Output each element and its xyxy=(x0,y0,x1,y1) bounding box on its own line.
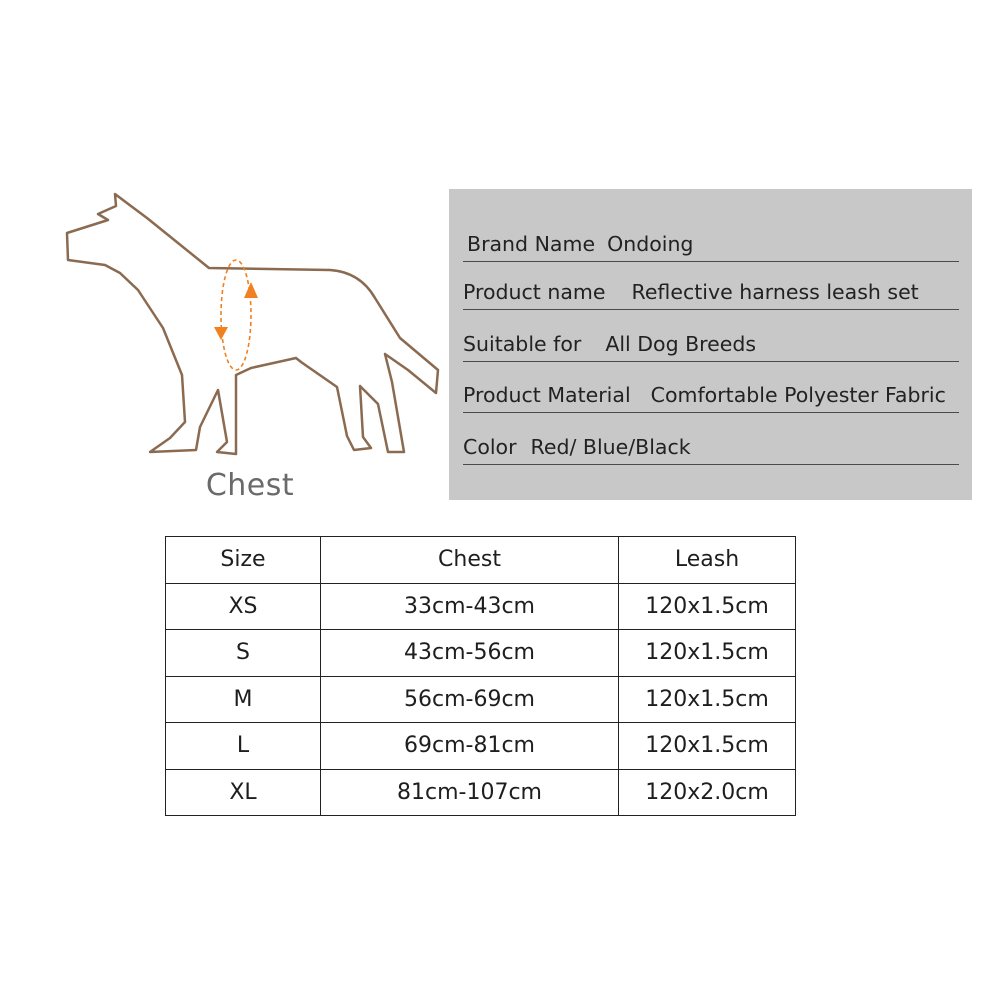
table-row xyxy=(166,583,796,630)
leash-cell: 120x1.5cm xyxy=(619,630,796,677)
leash-cell: 120x1.5cm xyxy=(619,583,796,630)
spec-row-material xyxy=(463,378,959,413)
spec-row-color xyxy=(463,430,959,465)
spec-row-product-name xyxy=(463,275,959,310)
size-cell: XL xyxy=(166,769,321,816)
spec-label: Brand Name xyxy=(467,232,596,256)
size-cell: S xyxy=(166,630,321,677)
dog-chest-illustration xyxy=(60,190,450,465)
spec-value: Comfortable Polyester Fabric xyxy=(650,383,946,407)
spec-row-brand xyxy=(463,227,959,262)
column-header-leash: Leash xyxy=(619,537,796,584)
chest-cell: 43cm-56cm xyxy=(321,630,619,677)
size-cell: M xyxy=(166,676,321,723)
chest-caption: Chest xyxy=(205,468,295,503)
leash-cell: 120x1.5cm xyxy=(619,723,796,770)
table-row xyxy=(166,676,796,723)
spec-value: Reflective harness leash set xyxy=(631,280,919,304)
chest-cell: 81cm-107cm xyxy=(321,769,619,816)
dog-outline-icon xyxy=(60,190,450,465)
column-header-size: Size xyxy=(166,537,321,584)
leash-cell: 120x2.0cm xyxy=(619,769,796,816)
leash-cell: 120x1.5cm xyxy=(619,676,796,723)
size-cell: L xyxy=(166,723,321,770)
spec-value: Red/ Blue/Black xyxy=(530,435,691,459)
spec-label: Product Material xyxy=(463,383,631,407)
spec-panel xyxy=(449,189,972,500)
spec-value: Ondoing xyxy=(607,232,694,256)
table-row xyxy=(166,723,796,770)
spec-label: Suitable for xyxy=(463,332,582,356)
column-header-chest: Chest xyxy=(321,537,619,584)
spec-label: Product name xyxy=(463,280,606,304)
spec-row-suitable-for xyxy=(463,327,959,362)
table-row xyxy=(166,630,796,677)
table-header-row xyxy=(166,537,796,584)
spec-value: All Dog Breeds xyxy=(605,332,757,356)
spec-label: Color xyxy=(463,435,517,459)
chest-cell: 69cm-81cm xyxy=(321,723,619,770)
table-row xyxy=(166,769,796,816)
chest-cell: 33cm-43cm xyxy=(321,583,619,630)
size-cell: XS xyxy=(166,583,321,630)
chest-cell: 56cm-69cm xyxy=(321,676,619,723)
size-table xyxy=(165,536,796,816)
